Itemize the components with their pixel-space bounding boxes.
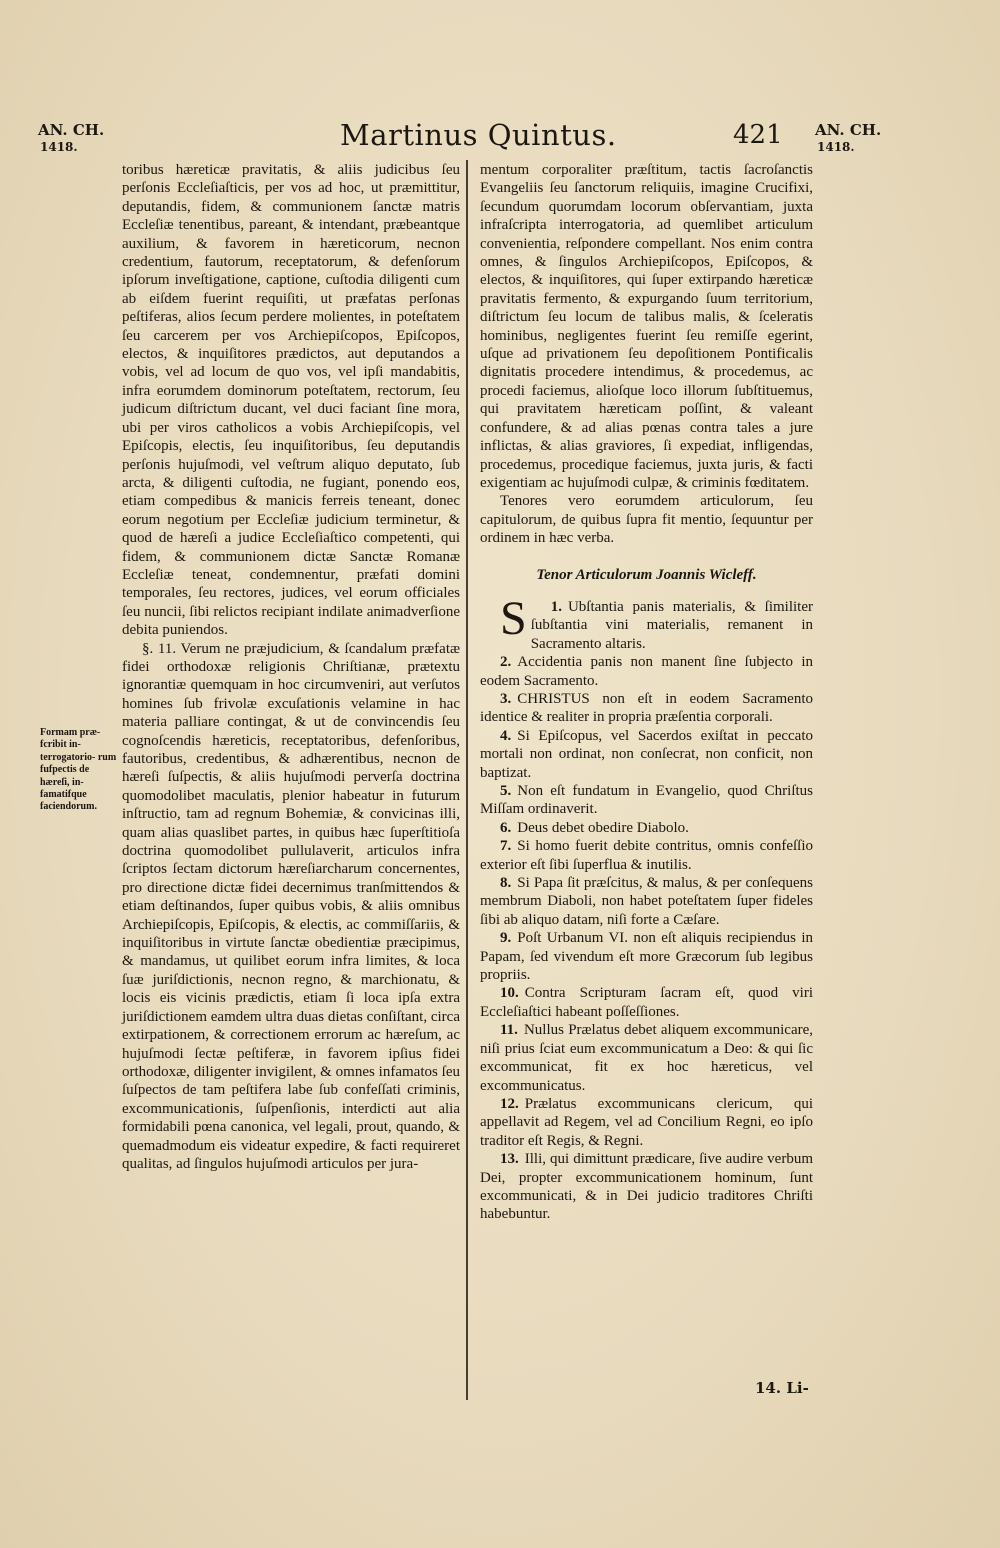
catchword: 14. Li- bbox=[755, 1379, 809, 1397]
article-number: 5. bbox=[500, 783, 512, 799]
page-title: Martinus Quintus. bbox=[340, 118, 617, 152]
article-text: Contra Scripturam ſacram eſt, quod viri Eccleſiaſtici habeant poſſeſſiones. bbox=[480, 985, 813, 1020]
running-head bbox=[0, 118, 1000, 158]
right-paragraph-2: Tenores vero eorumdem articulorum, ſeu capitulorum, de quibus ſupra fit mentio, ſequuntur per ordinem in hæc verba. bbox=[480, 493, 813, 547]
article-text: Nullus Prælatus debet aliquem excommunicare, niſi prius ſciat eum excommunicatum a Deo: & qui ſic excommunicat, fit ex hoc hæreticus, vel excommunicatus. bbox=[480, 1022, 813, 1094]
year-right: 1418. bbox=[817, 140, 855, 154]
article-number: 13. bbox=[500, 1151, 519, 1168]
article-item bbox=[480, 874, 813, 929]
article-number: 4. bbox=[500, 727, 512, 744]
year-left: 1418. bbox=[40, 140, 78, 154]
section-heading: Tenor Articulorum Joannis Wicleff. bbox=[536, 566, 757, 583]
article-number: 8. bbox=[500, 875, 512, 892]
article-number: 3. bbox=[500, 690, 512, 707]
article-text: Deus debet obedire Diabolo. bbox=[517, 819, 689, 836]
article-text: Si Papa ſit præſcitus, & malus, & per conſequens membrum Diaboli, non habet poteſtatem ſuper fideles ſibi ab aliquo datam, niſi forte a Cæſare. bbox=[480, 875, 813, 928]
left-column bbox=[122, 161, 460, 1173]
article-item bbox=[480, 591, 813, 653]
article-number: 9. bbox=[500, 930, 512, 947]
column-divider bbox=[466, 160, 468, 1400]
article-item bbox=[480, 837, 813, 874]
article-text: Si homo fuerit debite contritus, omnis confeſſio exterior eſt ſibi ſuperflua & inutilis. bbox=[480, 838, 813, 873]
right-column bbox=[480, 161, 813, 1224]
article-number: 12. bbox=[500, 1095, 519, 1112]
article-number: 11. bbox=[500, 1022, 518, 1039]
article-number: 7. bbox=[500, 838, 512, 855]
article-item bbox=[480, 1150, 813, 1224]
article-text: CHRISTUS non eſt in eodem Sacramento identice & realiter in propria præſentia corporali. bbox=[480, 690, 813, 726]
page-number: 421 bbox=[733, 120, 783, 150]
article-text: Prælatus excommunicans clericum, qui appellavit ad Regem, vel ad Concilium Regni, eo ipſo traditor eſt Regis, & Regni. bbox=[480, 1095, 813, 1149]
margin-note: Formam præ- fcribit in- terrogatorio- rum fufpectis de hæreſi, in- famatifque faciendorum. bbox=[40, 727, 117, 813]
article-item bbox=[480, 929, 813, 984]
left-paragraph-2: §. 11. Verum ne præjudicium, & ſcandalum præfatæ fidei orthodoxæ religionis Chriſtianæ, prætextu ignorantiæ quemquam in hoc circumveniri, aut verſutos homines ſub frivolæ excuſationis velamine in hac materia palliare contingat, & ut de convincendis ſeu cognoſcendis hæreticis, receptatoribus, defenſoribus, fautoribus, credentibus, & adhærentibus, necnon de hæreſi ſuſpectis, & aliis hujuſmodi perverſa doctrina quomodolibet maculatis, plenior habeatur in futurum inſtructio, tam ad regnum Bohemiæ, & convicinas illi, quam alias quaslibet partes, in quibus hæc ſuperſtitioſa doctrina quomodolibet pullulaverit, articulos infra ſcriptos ſectam dictorum hæreſiarcharum concernentes, pro directione dictæ fidei decernimus tranſmittendos & etiam deſtinandos, ſuper quibus vobis, & aliis omnibus Archiepiſcopis, Epiſcopis, & electis, ac commiſſariis, & inquiſitoribus in virtute ſanctæ obedientiæ præcipimus, & mandamus, ut quilibet eorum infra limites, & loca ſuæ juriſdictionis, necnon regno, & marchionatu, & locis eis vicinis prædictis, etiam ſi loca ipſa extra juriſdictionem eamdem ultra duas dietas conſiſtant, circa extirpationem, & correctionem errorum ac hæreſum, ac hujuſmodi ſectæ peſtiferæ, in favorem ipſius fidei orthodoxæ, diligenter invigilent, & omnes infamatos ſeu ſuſpectos de tam peſtifera labe ſub confeſſati criminis, excommunicationis, ſuſpenſionis, interdicti aut alia formidabili pœna canonica, vel legali, prout, quando, & quemadmodum eis videatur expedire, & facti requireret qualitas, ad ſingulos hujuſmodi articulos per jura- bbox=[122, 640, 460, 1172]
article-text: Illi, qui dimittunt prædicare, ſive audire verbum Dei, propter excommunicationem hominum, ſunt excommunicati, & in Dei judicio traditores Chriſti habebuntur. bbox=[480, 1151, 813, 1223]
article-number: 6. bbox=[500, 819, 512, 836]
article-item bbox=[480, 782, 813, 819]
right-paragraph-1: mentum corporaliter præſtitum, tactis ſacroſanctis Evangeliis ſeu ſanctorum reliquiis, imagine Crucifixi, ſecundum quorumdam locorum obſervantiam, juxta infraſcripta interrogatoria, ad quemlibet articulum convenientia, reſpondere compellant. Nos enim contra omnes, & ſingulos Archiepiſcopos, Epiſcopos, & electos, & inquiſitores, qui ſuper extirpando hæreticæ pravitatis fermento, & expurgando ſuum territorium, diſtrictum ſeu locum de talibus malis, & ſceleratis hominibus, negligentes fuerint ſeu remiſſe egerint, uſque ad privationem ſeu depoſitionem Pontificalis dignitatis procedere intendimus, & procedemus, ac procedi faciemus, alioſque loco illorum ſubſtituemus, qui pravitatem hæreticam poſſint, & valeant confundere, & ad alias pœnas contra tales a jure inflictas, & alias graviores, ſi expediat, infligendas, procedemus, procedique faciemus, juxta juris, & facti exigentiam ac hujuſmodi culpæ, & criminis fœditatem. bbox=[480, 162, 813, 491]
article-item bbox=[480, 690, 813, 727]
article-list bbox=[480, 591, 813, 1224]
an-ch-label: AN. CH. bbox=[815, 121, 882, 139]
article-item bbox=[480, 819, 813, 837]
article-text: Poſt Urbanum VI. non eſt aliquis recipiendus in Papam, ſed vivendum eſt more Græcorum ſub legibus propriis. bbox=[480, 930, 813, 984]
an-ch-label: AN. CH. bbox=[38, 121, 105, 139]
article-item bbox=[480, 1021, 813, 1095]
article-number: 10. bbox=[500, 985, 519, 1002]
drop-capital: S bbox=[500, 591, 527, 645]
article-number: 2. bbox=[500, 654, 512, 671]
year-label-right bbox=[815, 122, 881, 156]
article-text: Accidentia panis non manent ſine ſubjecto in eodem Sacramento. bbox=[480, 654, 813, 689]
article-item bbox=[480, 984, 813, 1021]
article-text: Non eſt fundatum in Evangelio, quod Chriſtus Miſſam ordinaverit. bbox=[480, 783, 813, 818]
year-label-left bbox=[38, 122, 104, 156]
article-item bbox=[480, 1095, 813, 1150]
article-number: 1. bbox=[550, 598, 562, 615]
article-text: Si Epiſcopus, vel Sacerdos exiſtat in peccato mortali non ordinat, non conſecrat, non conficit, non baptizat. bbox=[480, 727, 813, 781]
article-item bbox=[480, 727, 813, 782]
article-item bbox=[480, 653, 813, 690]
left-paragraph-1: toribus hæreticæ pravitatis, & aliis judicibus ſeu perſonis Eccleſiaſticis, per vos ad hoc, ut præmittitur, deputandis, fidem, & communionem ſanctæ matris Eccleſiæ tenentibus, pareant, & intendant, præbeantque auxilium, & favorem in hæreticorum, necnon credentium, fautorum, receptatorum, & defenſorum ipſorum inveſtigatione, captione, cuſtodia diligenti cum ab eiſdem fuerint requiſiti, ut præfatas perſonas peſtiferas, alios ſecum perdere molientes, in poteſtatem ſeu carcerem per vos Archiepiſcopos, Epiſcopos, electos, & inquiſitores prædictos, aut deputandos a vobis, vel ad locum de quo vos, vel ipſi mandabitis, infra eorumdem dominorum poteſtatem, rectorum, ſeu judicum diſtrictum ducant, vel duci faciant ſine mora, ubi per viros catholicos a vobis Archiepiſcopis, vel Epiſcopis, electis, ſeu inquiſitoribus, ſeu deputandis perſonis hujuſmodi, vel veſtrum aliquo deputato, ſub arcta, & diligenti cuſtodia, ne fugiant, ponendo eos, etiam compedibus & manicis ferreis teneant, donec eorum negotium per Eccleſiæ judicium terminetur, & quod de hæreſi a judice Eccleſiaſtico competenti, qui fidem, & communionem dictæ Sanctæ Romanæ Eccleſiæ teneat, condemnentur, præfati domini temporales, ſeu rectores, judices, vel eorum officiales ſeu nuncii, ſibi relictos recipiant indilate animadverſione debita puniendos. bbox=[122, 162, 460, 639]
article-text: Ubſtantia panis materialis, & ſimiliter ſubſtantia vini materialis, remanent in Sacramento altaris. bbox=[530, 598, 813, 652]
